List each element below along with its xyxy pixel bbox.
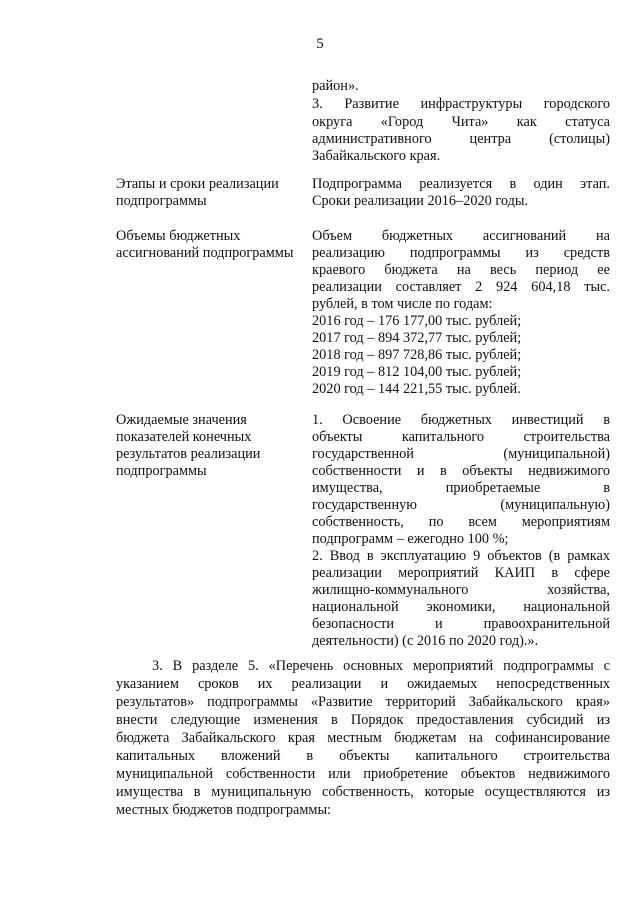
paragraph-line: результатов» подпрограммы «Развитие территорий Забайкальского края» — [116, 694, 610, 710]
paragraph-line: 3. В разделе 5. «Перечень основных мероприятий подпрограммы с — [152, 658, 610, 674]
row-value: 2020 год – 144 221,55 тыс. рублей. — [312, 381, 521, 397]
row-label: Этапы и сроки реализации — [116, 176, 279, 192]
row-value: жилищно-коммунального хозяйства, — [312, 582, 610, 598]
row-value: имущества, приобретаемые в — [312, 480, 610, 496]
row-value: деятельности) (с 2016 по 2020 год).». — [312, 633, 539, 649]
row-label: Объемы бюджетных — [116, 228, 241, 244]
row-value: собственность, по всем мероприятиям — [312, 514, 610, 530]
row-value: рублей, в том числе по годам: — [312, 296, 493, 312]
row-value: государственной (муниципальной) — [312, 446, 610, 462]
row-value: 2. Ввод в эксплуатацию 9 объектов (в рамках — [312, 548, 610, 564]
row-value: Подпрограмма реализуется в один этап. — [312, 176, 610, 192]
paragraph-line: муниципальной собственности или приобретение объектов недвижимого — [116, 766, 610, 782]
continuation-line: административного центра (столицы) — [312, 131, 610, 147]
paragraph-line: указанием сроков их реализации и ожидаемых непосредственных — [116, 676, 610, 692]
paragraph-line: бюджета Забайкальского края местным бюджетам на софинансирование — [116, 730, 610, 746]
row-value: 1. Освоение бюджетных инвестиций в — [312, 412, 610, 428]
row-label: ассигнований подпрограммы — [116, 245, 294, 261]
row-value: реализации составляет 2 924 604,18 тыс. — [312, 279, 610, 295]
row-label: показателей конечных — [116, 429, 252, 445]
paragraph-line: капитальных вложений в объекты капитального строительства — [116, 748, 610, 764]
row-value: безопасности и правоохранительной — [312, 616, 610, 632]
page-number: 5 — [316, 36, 324, 52]
row-label: Ожидаемые значения — [116, 412, 247, 428]
row-value: 2019 год – 812 104,00 тыс. рублей; — [312, 364, 522, 380]
row-value: объекты капитального строительства — [312, 429, 610, 445]
row-value: Объем бюджетных ассигнований на — [312, 228, 610, 244]
row-value: реализацию подпрограммы из средств — [312, 245, 610, 261]
row-value: 2017 год – 894 372,77 тыс. рублей; — [312, 330, 522, 346]
row-value: реализации мероприятий КАИП в сфере — [312, 565, 610, 581]
row-value: национальной экономики, национальной — [312, 599, 610, 615]
row-label: результатов реализации — [116, 446, 261, 462]
row-value: 2016 год – 176 177,00 тыс. рублей; — [312, 313, 522, 329]
continuation-line: 3. Развитие инфраструктуры городского — [312, 96, 610, 112]
row-value: 2018 год – 897 728,86 тыс. рублей; — [312, 347, 522, 363]
row-label: подпрограммы — [116, 193, 207, 209]
row-value: подпрограмм – ежегодно 100 %; — [312, 531, 509, 547]
continuation-line: округа «Город Чита» как статуса — [312, 114, 610, 130]
row-value: собственности и в объекты недвижимого — [312, 463, 610, 479]
row-value: государственную (муниципальную) — [312, 497, 610, 513]
paragraph-line: местных бюджетов подпрограммы: — [116, 802, 332, 818]
continuation-line: Забайкальского края. — [312, 148, 441, 164]
row-label: подпрограммы — [116, 463, 207, 479]
row-value: краевого бюджета на весь период ее — [312, 262, 610, 278]
row-value: Сроки реализации 2016–2020 годы. — [312, 193, 529, 209]
paragraph-line: имущества в муниципальную собственность, которые осуществляются из — [116, 784, 610, 800]
paragraph-line: внести следующие изменения в Порядок предоставления субсидий из — [116, 712, 610, 728]
continuation-line: район». — [312, 78, 359, 94]
